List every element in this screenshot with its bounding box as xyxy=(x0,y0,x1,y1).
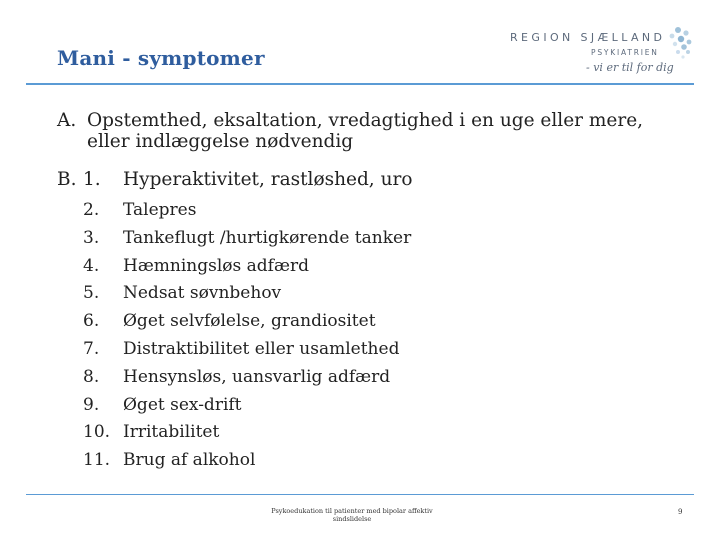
list-item-number: 7. xyxy=(83,338,100,359)
logo-name: REGION SJÆLLAND xyxy=(510,31,666,44)
list-item-number: 2. xyxy=(83,200,100,220)
region-sjaelland-logo xyxy=(506,24,696,88)
list-item-text: Irritabilitet xyxy=(123,422,220,443)
footer-text: Psykoedukation til patienter med bipolar affektiv sindslidelse xyxy=(271,507,433,523)
list-item-text: Hyperaktivitet, rastløshed, uro xyxy=(123,169,413,190)
list-item-text: Hensynsløs, uansvarlig adfærd xyxy=(123,366,391,387)
list-item xyxy=(83,253,412,281)
list-item xyxy=(83,364,412,392)
list-item xyxy=(83,169,412,191)
list-item xyxy=(83,447,412,475)
list-item-number: 1. xyxy=(83,169,101,190)
list-item-number: 4. xyxy=(83,255,100,276)
criterion-a-text: Opstemthed, eksaltation, vredagtighed i en uge eller mere, eller indlæggelse nødvendig xyxy=(87,110,644,152)
list-item-number: 8. xyxy=(83,366,100,387)
title-divider xyxy=(26,83,694,85)
list-item xyxy=(83,197,412,225)
criterion-a xyxy=(57,110,677,152)
footer-divider xyxy=(26,494,694,495)
list-item xyxy=(83,225,412,253)
logo-subtitle: PSYKIATRIEN xyxy=(591,48,659,57)
list-item-number: 3. xyxy=(83,227,100,248)
list-item-number: 9. xyxy=(83,394,100,415)
symptom-list xyxy=(83,169,412,475)
logo-slogan: - vi er til for dig xyxy=(586,61,674,74)
list-item-number: 11. xyxy=(83,450,111,471)
list-item xyxy=(83,419,412,447)
slide-title: Mani - symptomer xyxy=(57,46,265,70)
list-item xyxy=(83,336,412,364)
list-item-text: Øget selvfølelse, grandiositet xyxy=(123,311,376,332)
list-item-text: Distraktibilitet eller usamlethed xyxy=(123,338,400,359)
list-item-number: 6. xyxy=(83,311,100,332)
list-item-number: 10. xyxy=(83,422,111,443)
list-item xyxy=(83,280,412,308)
criterion-a-letter: A. xyxy=(57,110,77,131)
list-item-text: Hæmningsløs adfærd xyxy=(123,255,309,276)
list-item xyxy=(83,392,412,420)
list-item-text: Talepres xyxy=(123,200,197,220)
list-item-text: Brug af alkohol xyxy=(123,450,256,471)
criterion-b-letter: B. xyxy=(57,169,77,190)
page-number: 9 xyxy=(678,508,683,516)
list-item-text: Øget sex-drift xyxy=(123,394,242,415)
list-item-text: Tankeflugt /hurtigkørende tanker xyxy=(123,227,412,248)
list-item xyxy=(83,308,412,336)
logo-dots-icon xyxy=(664,24,694,64)
list-item-number: 5. xyxy=(83,283,100,304)
list-item-text: Nedsat søvnbehov xyxy=(123,283,282,304)
